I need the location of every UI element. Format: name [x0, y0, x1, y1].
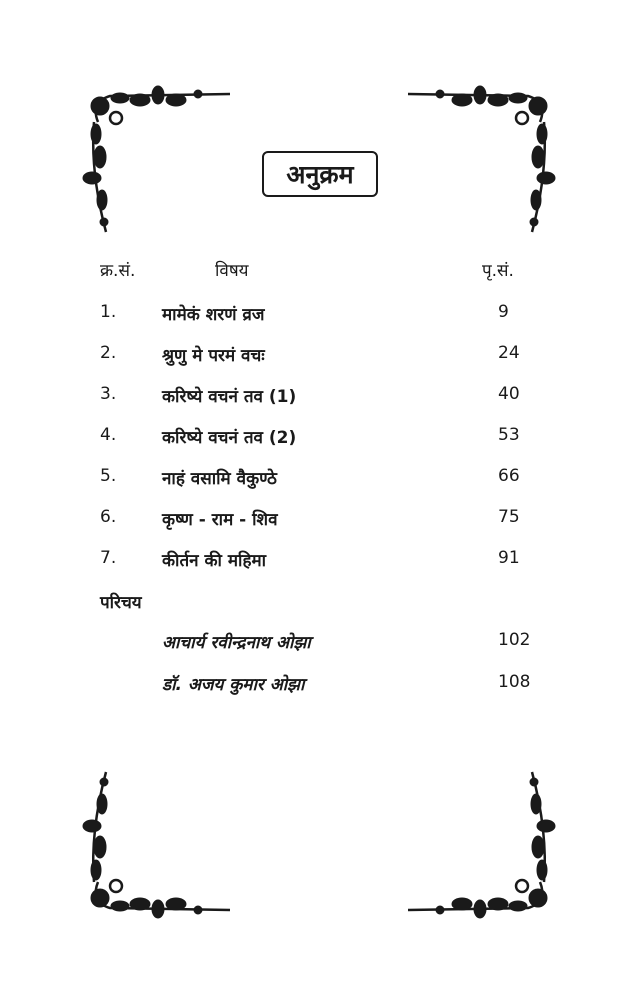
toc-page: 53 — [498, 425, 520, 445]
toc-number: 2. — [100, 343, 117, 363]
column-header-page: पृ.सं. — [482, 261, 514, 281]
floral-ornament-icon — [388, 82, 558, 252]
toc-subject: आचार्य रवीन्द्रनाथ ओझा — [162, 633, 311, 653]
toc-subject: करिष्ये वचनं तव (2) — [162, 428, 297, 448]
toc-subject: करिष्ये वचनं तव (1) — [162, 387, 297, 407]
toc-page: 108 — [498, 672, 531, 692]
page-title: अनुक्रम — [286, 160, 354, 189]
toc-row[interactable] — [0, 672, 640, 702]
corner-ornament-bottom-left — [80, 752, 250, 922]
section-heading: परिचय — [100, 593, 142, 613]
floral-ornament-icon — [388, 752, 558, 922]
toc-page: 102 — [498, 630, 531, 650]
toc-page: 40 — [498, 384, 520, 404]
toc-row[interactable] — [0, 425, 640, 455]
toc-row[interactable] — [0, 384, 640, 414]
toc-row[interactable] — [0, 548, 640, 578]
toc-number: 1. — [100, 302, 117, 322]
toc-page: 66 — [498, 466, 520, 486]
toc-page: 91 — [498, 548, 520, 568]
page-title-box — [262, 151, 378, 197]
toc-row[interactable] — [0, 343, 640, 373]
toc-number: 7. — [100, 548, 117, 568]
toc-row[interactable] — [0, 466, 640, 496]
toc-subject: कृष्ण - राम - शिव — [162, 510, 278, 530]
floral-ornament-icon — [80, 82, 250, 252]
toc-row[interactable] — [0, 630, 640, 660]
toc-subject: मामेकं शरणं व्रज — [162, 305, 265, 325]
toc-row[interactable] — [0, 302, 640, 332]
toc-number: 4. — [100, 425, 117, 445]
toc-number: 6. — [100, 507, 117, 527]
corner-ornament-top-left — [80, 82, 250, 252]
toc-subject: कीर्तन की महिमा — [162, 551, 267, 571]
toc-page: 75 — [498, 507, 520, 527]
toc-number: 5. — [100, 466, 117, 486]
column-header-subject: विषय — [215, 261, 249, 281]
toc-subject: श्रुणु मे परमं वचः — [162, 346, 265, 366]
corner-ornament-top-right — [388, 82, 558, 252]
toc-page: 24 — [498, 343, 520, 363]
toc-page: 9 — [498, 302, 509, 322]
column-header-number: क्र.सं. — [100, 261, 136, 281]
toc-subject: डॉ. अजय कुमार ओझा — [162, 675, 305, 695]
floral-ornament-icon — [80, 752, 250, 922]
toc-number: 3. — [100, 384, 117, 404]
corner-ornament-bottom-right — [388, 752, 558, 922]
toc-subject: नाहं वसामि वैकुण्ठे — [162, 469, 277, 489]
toc-row[interactable] — [0, 507, 640, 537]
